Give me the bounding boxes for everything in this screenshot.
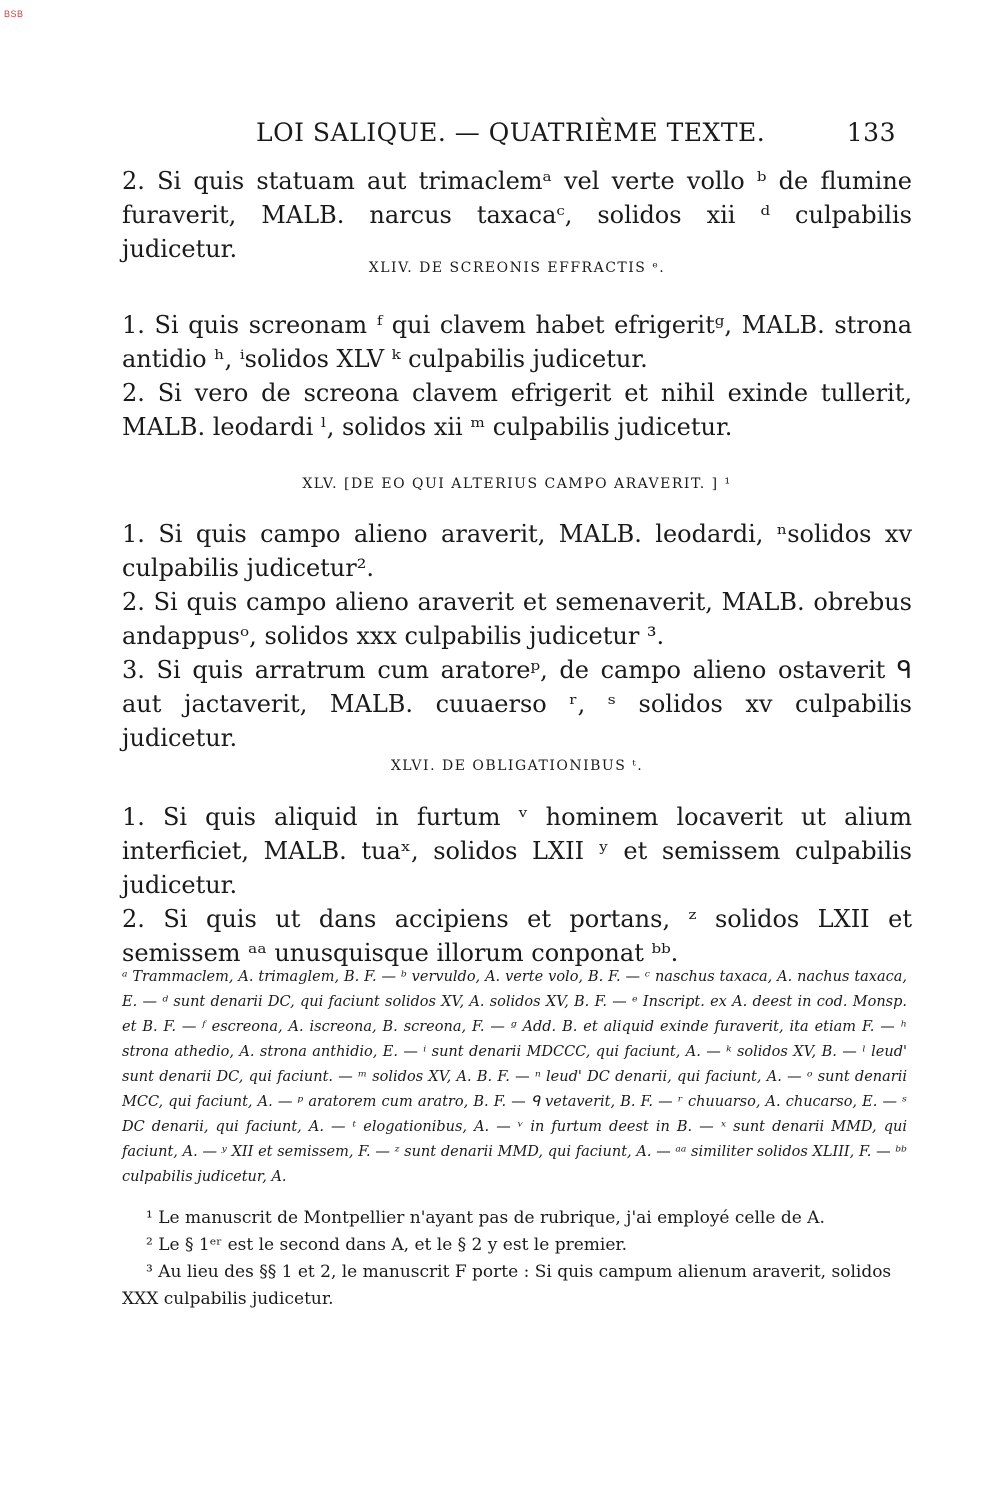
paragraph-xlv-1: 1. Si quis campo alieno araverit, MALB. leodardi, ⁿsolidos xv culpabilis judicetur². bbox=[122, 520, 912, 582]
section-xliii-end bbox=[122, 164, 912, 266]
section-xlv-body bbox=[122, 517, 912, 755]
footnote-2: ² Le § 1ᵉʳ est le second dans A, et le § 2 y est le premier. bbox=[146, 1235, 628, 1255]
footnote-1: ¹ Le manuscrit de Montpellier n'ayant pas de rubrique, j'ai employé celle de A. bbox=[146, 1208, 825, 1228]
paragraph-xliv-2: 2. Si vero de screona clavem efrigerit et nihil exinde tullerit, MALB. leodardi ˡ, solidos xii ᵐ culpabilis judicetur. bbox=[122, 379, 912, 441]
footnotes-variants bbox=[122, 965, 907, 1190]
section-xliv bbox=[122, 260, 912, 276]
paragraph-xlv-2: 2. Si quis campo alieno araverit et semenaverit, MALB. obrebus andappusᵒ, solidos xxx culpabilis judicetur ³. bbox=[122, 588, 912, 650]
heading-xliv: XLIV. DE SCREONIS EFFRACTIS ᵉ. bbox=[368, 260, 666, 276]
heading-xlv: XLV. [DE EO QUI ALTERIUS CAMPO ARAVERIT. ] ¹ bbox=[302, 476, 732, 492]
section-xlvi bbox=[122, 758, 912, 774]
footnotes-numbered bbox=[122, 1205, 907, 1313]
page-number: 133 bbox=[846, 118, 896, 147]
variant-notes: ᵃ Trammaclem, A. trimaglem, B. F. — ᵇ vervuldo, A. verte volo, B. F. — ᶜ naschus taxaca, A. nachus taxaca, E. — ᵈ sunt denarii DC, qui faciunt solidos XV, A. solidos XV, B. F. — ᵉ Inscript. ex A. deest in cod. Monsp. et B. F. — ᶠ escreona, A. iscreona, B. screona, F. — ᵍ Add. B. et aliquid exinde furaverit, ita etiam F. — ʰ strona athedio, A. strona anthidio, E. — ⁱ sunt denarii MDCCC, qui faciunt, A. — ᵏ solidos XV, B. — ˡ leud' sunt denarii DC, qui faciunt. — ᵐ solidos XV, A. B. F. — ⁿ leud' DC denarii, qui faciunt, A. — ᵒ sunt denarii MCC, qui faciunt, A. — ᵖ aratorem cum aratro, B. F. — ᑫ vetaverit, B. F. — ʳ chuuarso, A. chucarso, E. — ˢ DC denarii, qui faciunt, A. — ᵗ elogationibus, A. — ᵛ in furtum deest in B. — ˣ sunt denarii MMD, qui faciunt, A. — ʸ XII et semissem, F. — ᶻ sunt denarii MMD, qui faciunt, A. — ᵃᵃ similiter solidos XLIII, F. — ᵇᵇ culpabilis judicetur, A. bbox=[122, 969, 907, 1185]
paragraph-xliii-2: 2. Si quis statuam aut trimaclemᵃ vel verte vollo ᵇ de flumine furaverit, MALB. narcus taxacaᶜ, solidos xii ᵈ culpabilis judicetur. bbox=[122, 167, 912, 263]
section-xlvi-body bbox=[122, 800, 912, 970]
running-header bbox=[256, 118, 896, 147]
paragraph-xlv-3: 3. Si quis arratrum cum aratoreᵖ, de campo alieno ostaverit ᑫ aut jactaverit, MALB. cuuaerso ʳ, ˢ solidos xv culpabilis judicetur. bbox=[122, 656, 912, 752]
section-xlv bbox=[122, 476, 912, 492]
running-title: LOI SALIQUE. — QUATRIÈME TEXTE. bbox=[256, 118, 766, 147]
paragraph-xlvi-1: 1. Si quis aliquid in furtum ᵛ hominem locaverit ut alium interficiet, MALB. tuaˣ, solidos LXII ʸ et semissem culpabilis judicetur. bbox=[122, 803, 912, 899]
library-stamp: BSB bbox=[4, 9, 24, 19]
heading-xlvi: XLVI. DE OBLIGATIONIBUS ᵗ. bbox=[390, 758, 644, 774]
paragraph-xliv-1: 1. Si quis screonam ᶠ qui clavem habet efrigeritᵍ, MALB. strona antidio ʰ, ⁱsolidos XLV ᵏ culpabilis judicetur. bbox=[122, 311, 912, 373]
section-xliv-body bbox=[122, 308, 912, 444]
footnote-3: ³ Au lieu des §§ 1 et 2, le manuscrit F porte : Si quis campum alienum araverit, solidos XXX culpabilis judicetur. bbox=[122, 1262, 892, 1309]
paragraph-xlvi-2: 2. Si quis ut dans accipiens et portans, ᶻ solidos LXII et semissem ᵃᵃ unusquisque illorum conponat ᵇᵇ. bbox=[122, 905, 912, 967]
